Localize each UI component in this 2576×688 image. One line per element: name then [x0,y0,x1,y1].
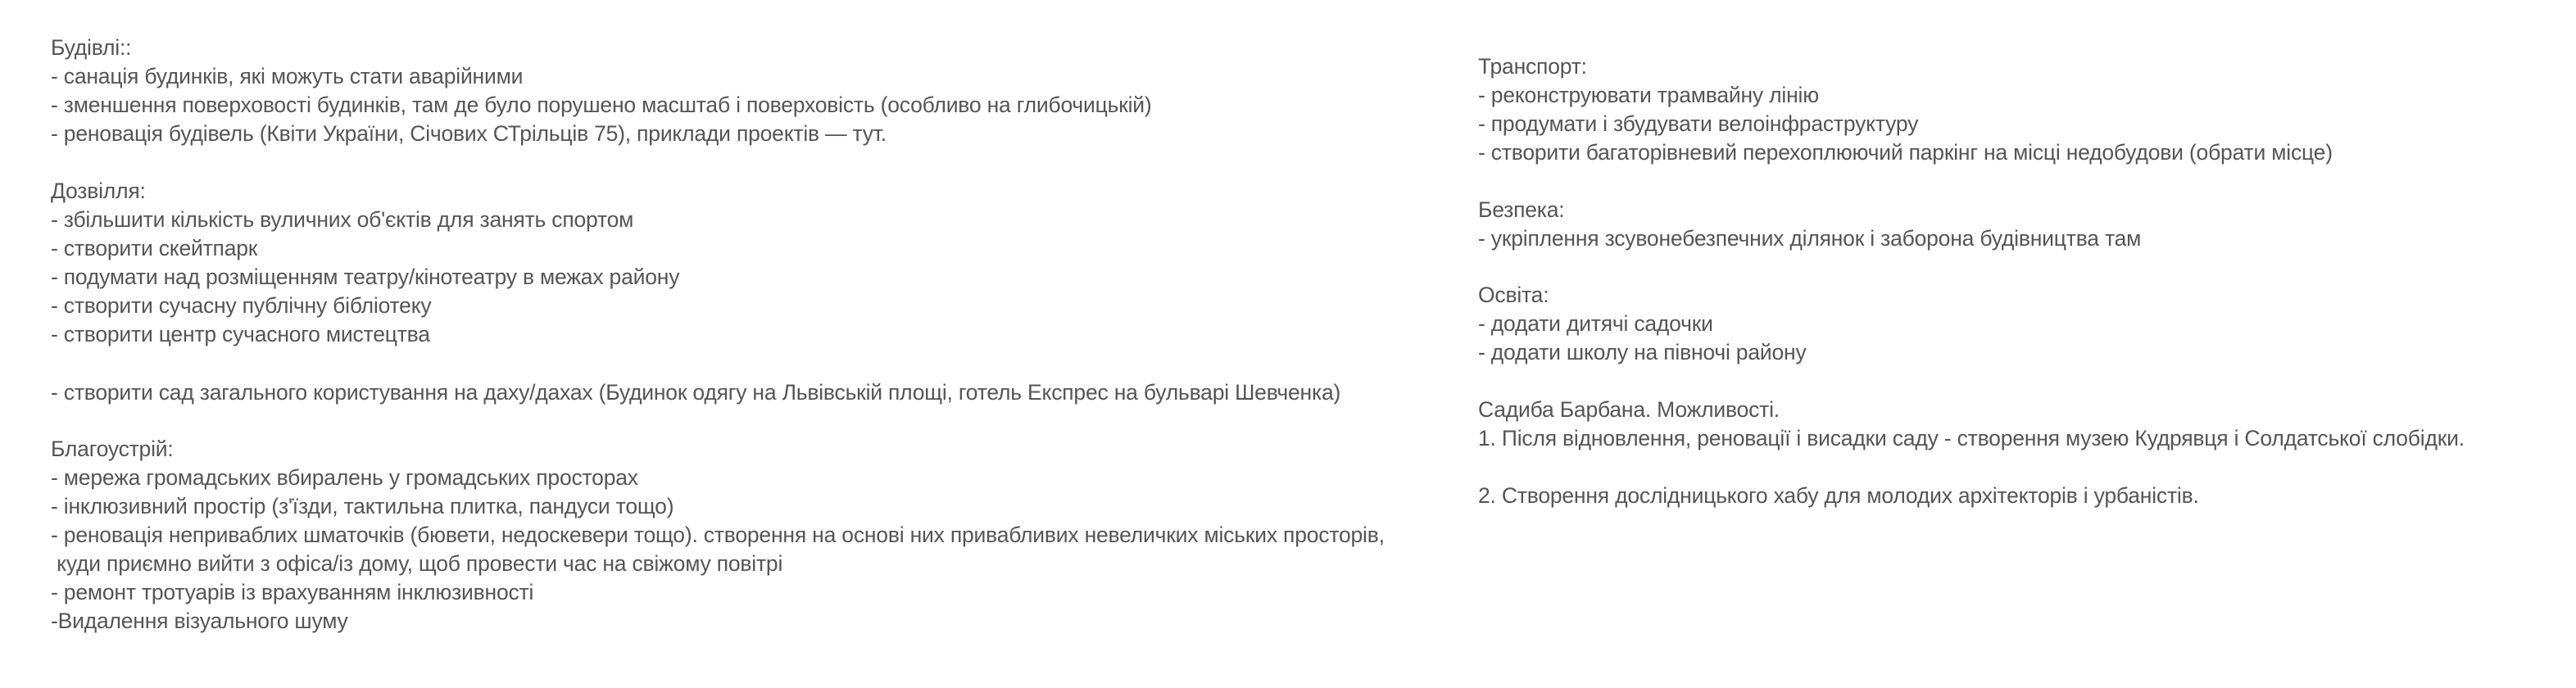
list-item: - додати дитячі садочки [1478,311,1713,336]
section-heading-sadyba: Садиба Барбана. Можливості. [1478,397,1780,422]
list-item: - подумати над розміщенням театру/кінотеатру в межах району [51,265,680,289]
list-item: - ремонт тротуарів із врахуванням інклюзивності [51,580,534,604]
list-item: 1. Після відновлення, реновації і висадки саду - створення музею Кудрявця і Солдатської слобідки. [1478,426,2465,450]
list-item: - додати школу на півночі району [1478,340,1807,364]
list-item: - створити сад загального користування на даху/дахах (Будинок одягу на Львівській площі, готель Експрес на бульварі Шевченка) [51,380,1341,405]
section-heading-bezpeka: Безпека: [1478,197,1565,222]
list-item: -Видалення візуального шуму [51,609,348,633]
list-item: - мережа громадських вбиралень у громадських просторах [51,465,638,490]
list-item: - зменшення поверховості будинків, там де було порушено масштаб і поверховість (особливо на глибочицькій) [51,93,1152,117]
list-item: - реконструювати трамвайну лінію [1478,83,1819,107]
section-heading-transport: Транспорт: [1478,54,1587,79]
list-item: - створити скейтпарк [51,236,258,260]
list-item: - створити сучасну публічну бібліотеку [51,293,432,318]
list-item: - санація будинків, які можуть стати аварійними [51,64,524,88]
list-item: - збільшити кількість вуличних об'єктів для занять спортом [51,207,634,232]
list-item: куди приємно вийти з офіса/із дому, щоб провести час на свіжому повітрі [51,551,783,576]
section-heading-osvita: Освіта: [1478,283,1549,307]
list-item: - укріплення зсувонебезпечних ділянок і заборона будівництва там [1478,226,2142,251]
list-item: - реновація будівель (Квіти України, Січових СТрільців 75), приклади проектів — тут. [51,121,887,146]
list-item: - створити багаторівневий перехоплюючий паркінг на місці недобудови (обрати місце) [1478,140,2333,165]
section-heading-blahoustrii: Благоустрій: [51,437,174,461]
list-item: 2. Створення дослідницького хабу для молодих архітекторів і урбаністів. [1478,483,2199,508]
list-item: - продумати і збудувати велоінфраструктуру [1478,111,1919,136]
list-item: - створити центр сучасного мистецтва [51,322,430,346]
section-heading-budivli: Будівлі:: [51,35,132,60]
list-item: - інклюзивний простір (з'їзди, тактильна плитка, пандуси тощо) [51,494,674,518]
list-item: - реновація неприваблих шматочків (бювети, недоскевери тощо). створення на основі них привабливих невеличких міських просторів, [51,523,1385,547]
section-heading-dozvillia: Дозвілля: [51,179,146,203]
